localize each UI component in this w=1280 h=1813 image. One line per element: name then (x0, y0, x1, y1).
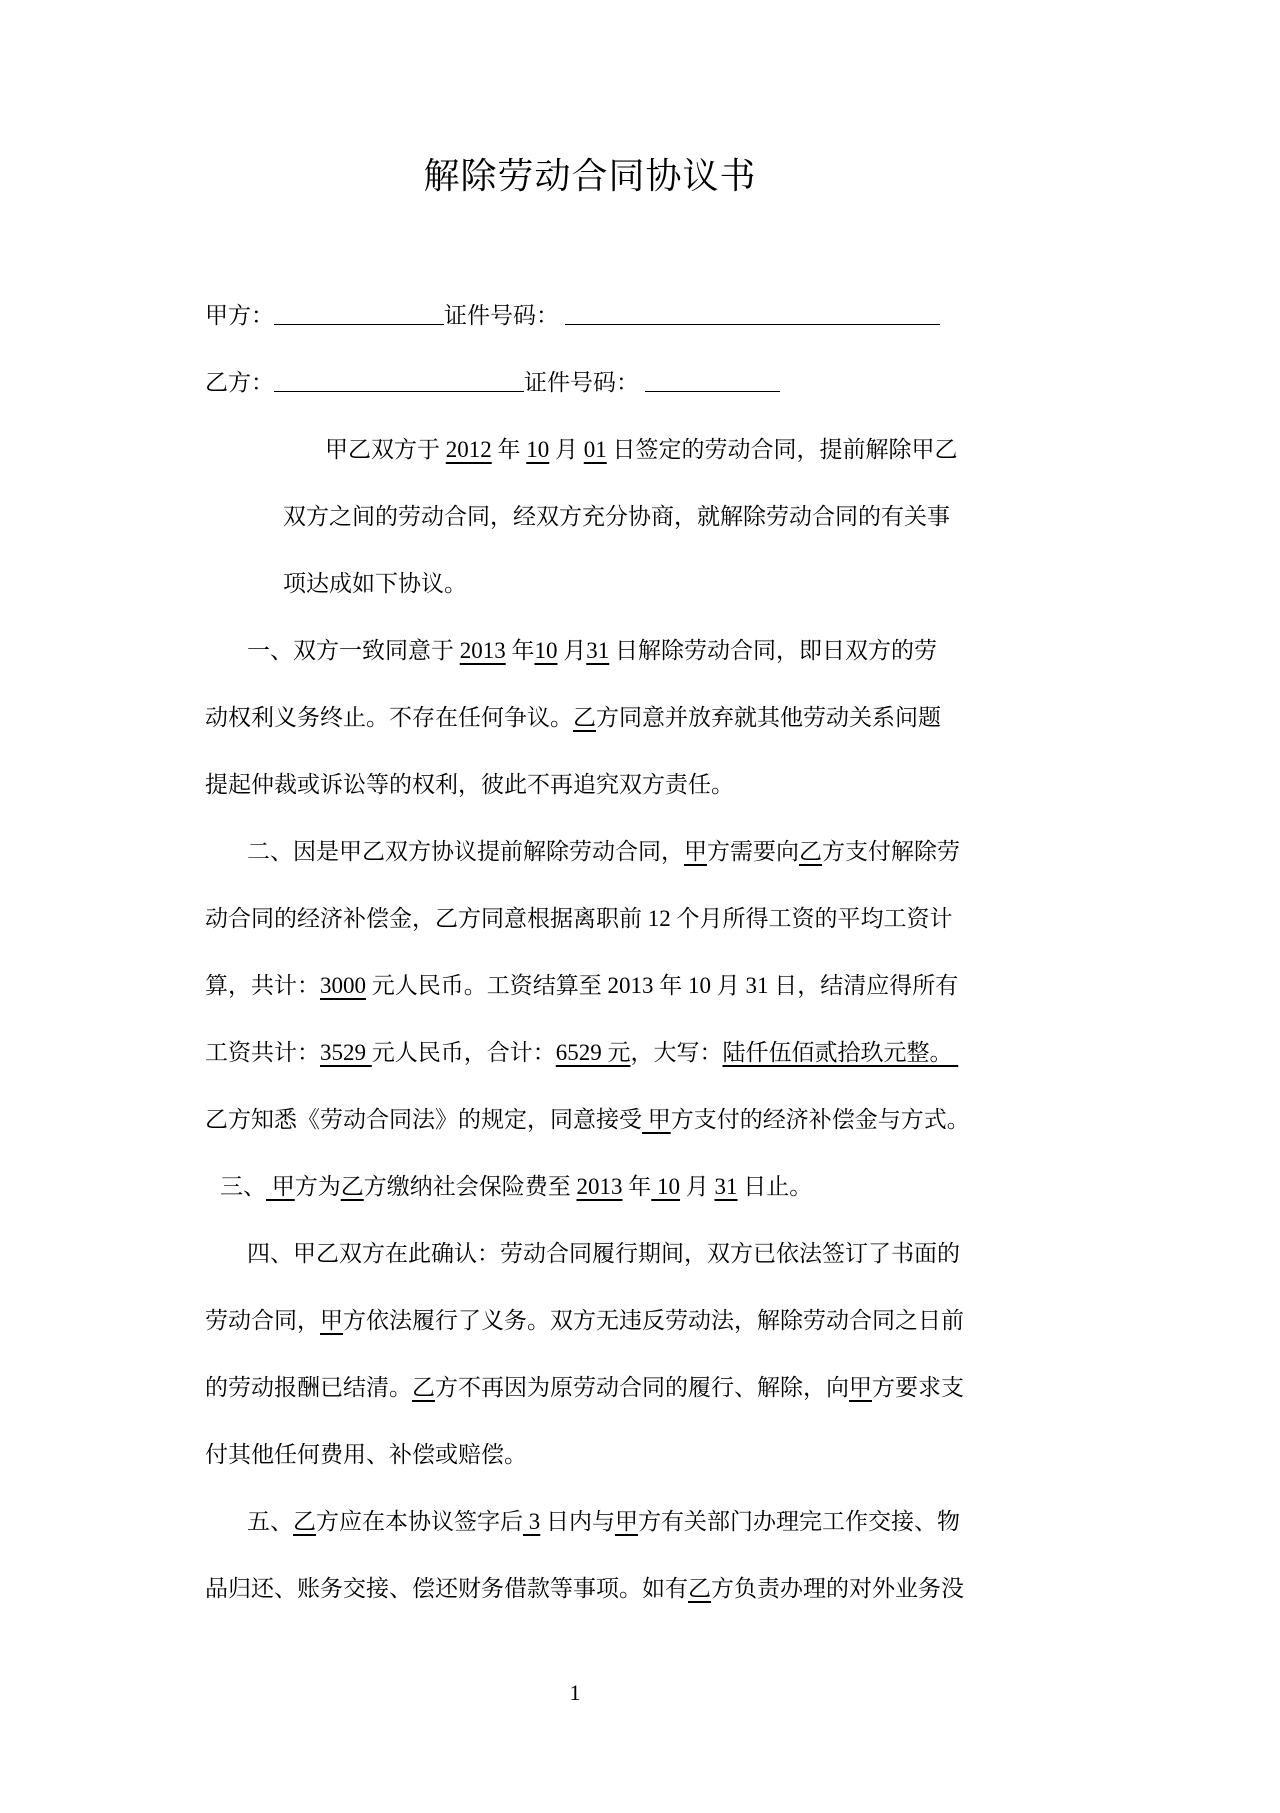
text-segment: 算，共计： (205, 973, 320, 998)
text-segment: 年 (622, 1174, 652, 1199)
document-line (205, 1287, 965, 1354)
text-segment: 一、双方一致同意于 (247, 638, 460, 663)
text-segment: 2012 (445, 437, 492, 462)
text-segment: 证件号码： (444, 303, 559, 328)
document-line (205, 550, 965, 617)
document-line (205, 1488, 965, 1555)
text-segment: 方需要向 (707, 839, 799, 864)
text-segment: 甲乙双方于 (325, 437, 446, 462)
text-segment: ，大写： (630, 1040, 723, 1065)
text-segment: 3000 (320, 973, 366, 998)
text-segment: 月 (557, 638, 587, 663)
text-segment: 工资共计： (205, 1040, 320, 1065)
text-segment: 乙 (293, 1509, 316, 1534)
text-segment: 品归还、账务交接、偿还财务借款等事项。如有 (205, 1576, 688, 1601)
text-segment: 方依法履行了义务。双方无违反劳动法，解除劳动合同之日前 (343, 1308, 964, 1333)
text-segment: 陆仟伍佰贰拾玖元整。 (722, 1040, 959, 1065)
text-segment: 方支付解除劳 (822, 839, 960, 864)
text-segment: 方负责办理的对外业务没 (711, 1576, 964, 1601)
document-line (205, 1555, 965, 1622)
text-segment: 元人民币，合计： (371, 1040, 556, 1065)
document-line (205, 1220, 965, 1287)
text-segment: 方不再因为原劳动合同的履行、解除，向 (435, 1375, 849, 1400)
text-segment: 乙 (412, 1375, 435, 1400)
document-body (205, 282, 970, 1622)
document-line (205, 751, 965, 818)
text-segment: 项达成如下协议。 (283, 571, 467, 596)
text-segment: 三、 (220, 1174, 266, 1199)
document-line (205, 818, 965, 885)
document-line (205, 282, 965, 349)
text-segment: 方应在本协议签字后 (316, 1509, 523, 1534)
text-segment: 10 (534, 638, 558, 663)
text-segment: 甲 (320, 1308, 343, 1333)
text-segment: 乙 (340, 1174, 364, 1199)
text-segment: 3 (523, 1509, 541, 1534)
text-segment: 四、甲乙双方在此确认：劳动合同履行期间，双方已依法签订了书面的 (247, 1241, 960, 1266)
text-segment: 乙方知悉《劳动合同法》的规定，同意接受 (205, 1107, 642, 1132)
text-segment: 日内与 (540, 1509, 615, 1534)
document-title: 解除劳动合同协议书 (423, 156, 757, 196)
document-line (205, 483, 965, 550)
text-segment: 二、因是甲乙双方协议提前解除劳动合同， (247, 839, 684, 864)
document-line (205, 349, 965, 416)
text-segment: 动合同的经济补偿金，乙方同意根据离职前 12 个月所得工资的平均工资计 (205, 906, 953, 931)
text-segment: 方有关部门办理完工作交接、物 (638, 1509, 960, 1534)
text-segment: 甲 (684, 839, 707, 864)
document-line (205, 1086, 970, 1153)
text-segment: 证件号码： (524, 370, 639, 395)
text-segment: 31 (714, 1174, 738, 1199)
text-segment: 10 (651, 1174, 680, 1199)
text-segment: 日签定的劳动合同，提前解除甲乙 (606, 437, 958, 462)
text-segment: 月 (680, 1174, 715, 1199)
text-segment: 2013 (576, 1174, 623, 1199)
text-segment: 的劳动报酬已结清。 (205, 1375, 412, 1400)
document-line (205, 416, 965, 483)
text-segment: 31 (586, 638, 610, 663)
text-segment: 方支付的经济补偿金与方式。 (670, 1107, 970, 1132)
text-segment: 01 (583, 437, 607, 462)
page-number: 1 (569, 1680, 581, 1705)
document-line (205, 617, 965, 684)
text-segment: 乙方： (205, 370, 274, 395)
text-segment: 动权利义务终止。不存在任何争议。 (205, 705, 573, 730)
text-segment: 甲 (266, 1174, 295, 1199)
text-segment: 3529 (320, 1040, 372, 1065)
blank-underline (645, 371, 780, 392)
document-line (205, 1153, 965, 1220)
text-segment: 劳动合同， (205, 1308, 320, 1333)
text-segment: 乙 (688, 1576, 711, 1601)
text-segment: 日解除劳动合同，即日双方的劳 (609, 638, 937, 663)
text-segment: 月 (549, 437, 584, 462)
text-segment: 年 (491, 437, 527, 462)
document-line (205, 952, 965, 1019)
text-segment: 方为 (294, 1174, 341, 1199)
text-segment: 甲方： (205, 303, 274, 328)
text-segment: 10 (526, 437, 550, 462)
text-segment: 方同意并放弃就其他劳动关系问题 (596, 705, 941, 730)
blank-underline (565, 304, 940, 325)
blank-underline (274, 304, 444, 325)
text-segment: 乙 (573, 705, 596, 730)
text-segment: 双方之间的劳动合同，经双方充分协商，就解除劳动合同的有关事 (283, 504, 950, 529)
text-segment: 6529 元 (555, 1040, 631, 1065)
text-segment: 五、 (247, 1509, 293, 1534)
text-segment: 乙 (799, 839, 822, 864)
document-line (205, 1354, 965, 1421)
text-segment: 甲 (642, 1107, 671, 1132)
text-segment: 付其他任何费用、补偿或赔偿。 (205, 1442, 527, 1467)
document-line (205, 1019, 965, 1086)
document-line (205, 1421, 965, 1488)
blank-underline (274, 371, 524, 392)
text-segment: 甲 (849, 1375, 872, 1400)
text-segment: 方要求支 (872, 1375, 964, 1400)
text-segment: 方缴纳社会保险费至 (363, 1174, 577, 1199)
text-segment: 年 (505, 638, 535, 663)
text-segment: 日止。 (737, 1174, 813, 1199)
text-segment: 2013 (459, 638, 506, 663)
document-line (205, 885, 965, 952)
text-segment: 甲 (615, 1509, 638, 1534)
document-line (205, 684, 965, 751)
text-segment: 元人民币。工资结算至 2013 年 10 月 31 日，结清应得所有 (366, 973, 959, 998)
text-segment: 提起仲裁或诉讼等的权利，彼此不再追究双方责任。 (205, 772, 734, 797)
